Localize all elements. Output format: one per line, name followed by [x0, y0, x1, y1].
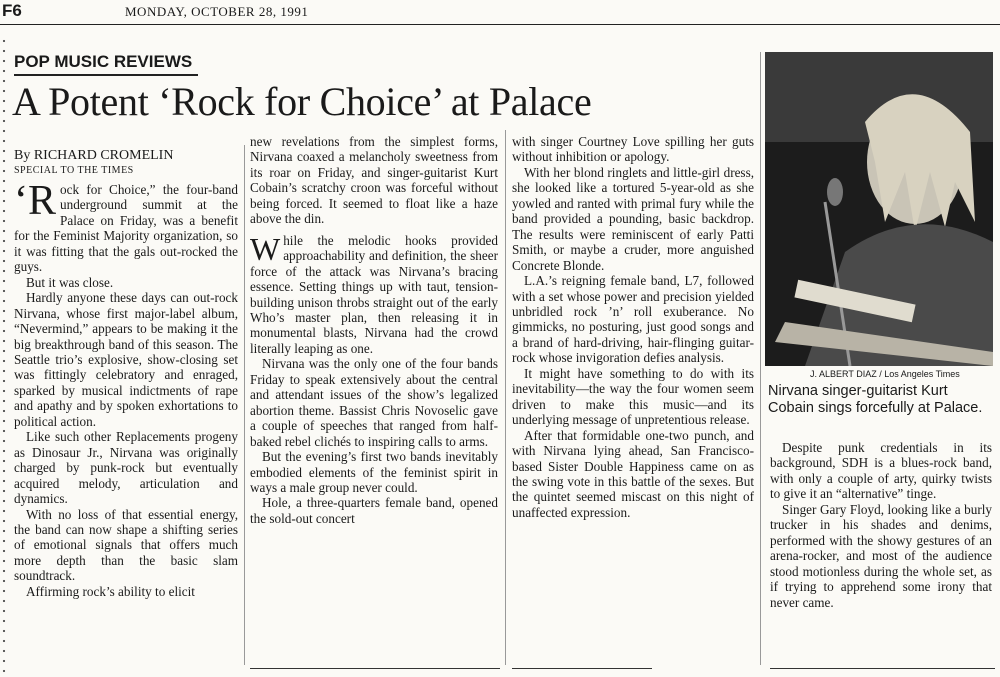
lead-paragraph [14, 178, 238, 275]
paragraph: new revelations from the simplest forms, Nirvana coaxed a melancholy sweetness from its roar on Friday, and singer-guitarist Kurt Cobain’s scratchy croon was forceful without being forced. It seemed to float like a haze above the din. [250, 134, 498, 227]
byline-desk: SPECIAL TO THE TIMES [14, 165, 134, 176]
drop-cap: ‘R [14, 178, 56, 224]
paragraph: Nirvana was the only one of the four bands Friday to speak extensively about the central and attendant issues of the show’s legalized abortion theme. Bassist Chris Novoselic gave a couple of speeches that ranged from half-baked rebel clichés to inspiring calls to arms. [250, 356, 498, 449]
paragraph: Singer Gary Floyd, looking like a burly trucker in his shades and denims, performed with the showy gestures of an arena-rocker, and most of the audience stood motionless during the whole set, as if trying to apprehend some irony that never came. [770, 501, 992, 610]
concert-photo [765, 52, 993, 366]
column-rule [505, 130, 506, 665]
dateline: MONDAY, OCTOBER 28, 1991 [125, 4, 309, 19]
column-rule [244, 145, 245, 665]
headline: A Potent ‘Rock for Choice’ at Palace [12, 79, 592, 124]
paragraph: But the evening’s first two bands inevitably embodied elements of the feminist spirit in ways a male group never could. [250, 449, 498, 495]
article-column-4 [770, 440, 992, 610]
section-label: POP MUSIC REVIEWS [14, 52, 198, 76]
photo-illustration [765, 52, 993, 366]
lead-text: ock for Choice,” the four-band underground summit at the Palace on Friday, was a benefit for the Feminist Majority organization, so it was fitting that the gals out-rocked the guys. [14, 182, 238, 275]
photo-credit: J. ALBERT DIAZ / Los Angeles Times [810, 369, 960, 379]
paragraph: with singer Courtney Love spilling her guts without inhibition or apology. [512, 134, 754, 165]
paragraph: After that formidable one-two punch, and with Nirvana lying ahead, San Francisco-based Sister Double Happiness came on as the swing vote in this battle of the sexes. But the quintet seemed miscast on this night of unaffected expression. [512, 427, 754, 520]
paragraph: With her blond ringlets and little-girl dress, she looked like a tortured 5-year-old as she yowled and ranted with primal fury while the band provided a pounding, basic backdrop. The results were reminiscent of early Patti Smith, or maybe a cruder, more anguished Concrete Blonde. [512, 164, 754, 273]
article-column-3 [512, 134, 754, 520]
paragraph: Like such other Replacements progeny as Dinosaur Jr., Nirvana was originally charged by punk-rock but eventually acquired melody, articulation and dynamics. [14, 429, 238, 507]
paragraph: But it was close. [26, 274, 114, 290]
paragraph: L.A.’s reigning female band, L7, followed with a set whose power and precision yielded unbridled rock ’n’ roll exuberance. No gimmicks, no posturing, just good songs and a brand of hard-driving, hair-flinging guitar-rock whose invigoration defies analysis. [512, 273, 754, 366]
paragraph: Hole, a three-quarters female band, opened the sold-out concert [250, 495, 498, 526]
column-rule [760, 52, 761, 665]
bottom-rule [250, 668, 500, 669]
bottom-rule [770, 668, 995, 669]
page-number: F6 [2, 1, 22, 20]
dropcap-paragraph [250, 230, 498, 357]
dropcap-text: hile the melodic hooks provided approachability and definition, the sheer force of the attack was Nirvana’s bracing essence. Setting things up with taut, tension-building unison throbs straight out of the early Who’s master plan, then releasing it in monumental blasts, Nirvana had the crowd literally leaping as one. [250, 232, 498, 356]
article-column-2 [250, 134, 498, 526]
photo-caption: Nirvana singer-guitarist Kurt Cobain sings forcefully at Palace. [768, 383, 983, 416]
byline-author: By RICHARD CROMELIN [14, 148, 174, 163]
perforation-edge [2, 36, 6, 676]
paragraph: With no loss of that essential energy, the band can now shape a shifting series of emotional signals that offers much more depth than the basic slam soundtrack. [14, 506, 238, 584]
paragraph: Despite punk credentials in its background, SDH is a blues-rock band, with only a couple of arty, quirky twists to give it an “alternative” tinge. [770, 440, 992, 502]
paragraph: Hardly anyone these days can out-rock Nirvana, whose first major-label album, “Nevermind,” appears to be making it the big breakthrough band of this season. The Seattle trio’s explosive, show-closing set was fittingly celebratory and enraged, sparked by musical indictments of rape and apathy and by spoken exhortations to political action. [14, 290, 238, 429]
bottom-rule [512, 668, 652, 669]
drop-cap: W [250, 230, 281, 267]
article-column-1 [14, 178, 238, 599]
byline [14, 148, 244, 178]
paragraph: Affirming rock’s ability to elicit [26, 583, 195, 599]
paragraph: It might have something to do with its inevitability—the way the four women seem driven to make this music—and its underlying message of unpretentious release. [512, 365, 754, 428]
